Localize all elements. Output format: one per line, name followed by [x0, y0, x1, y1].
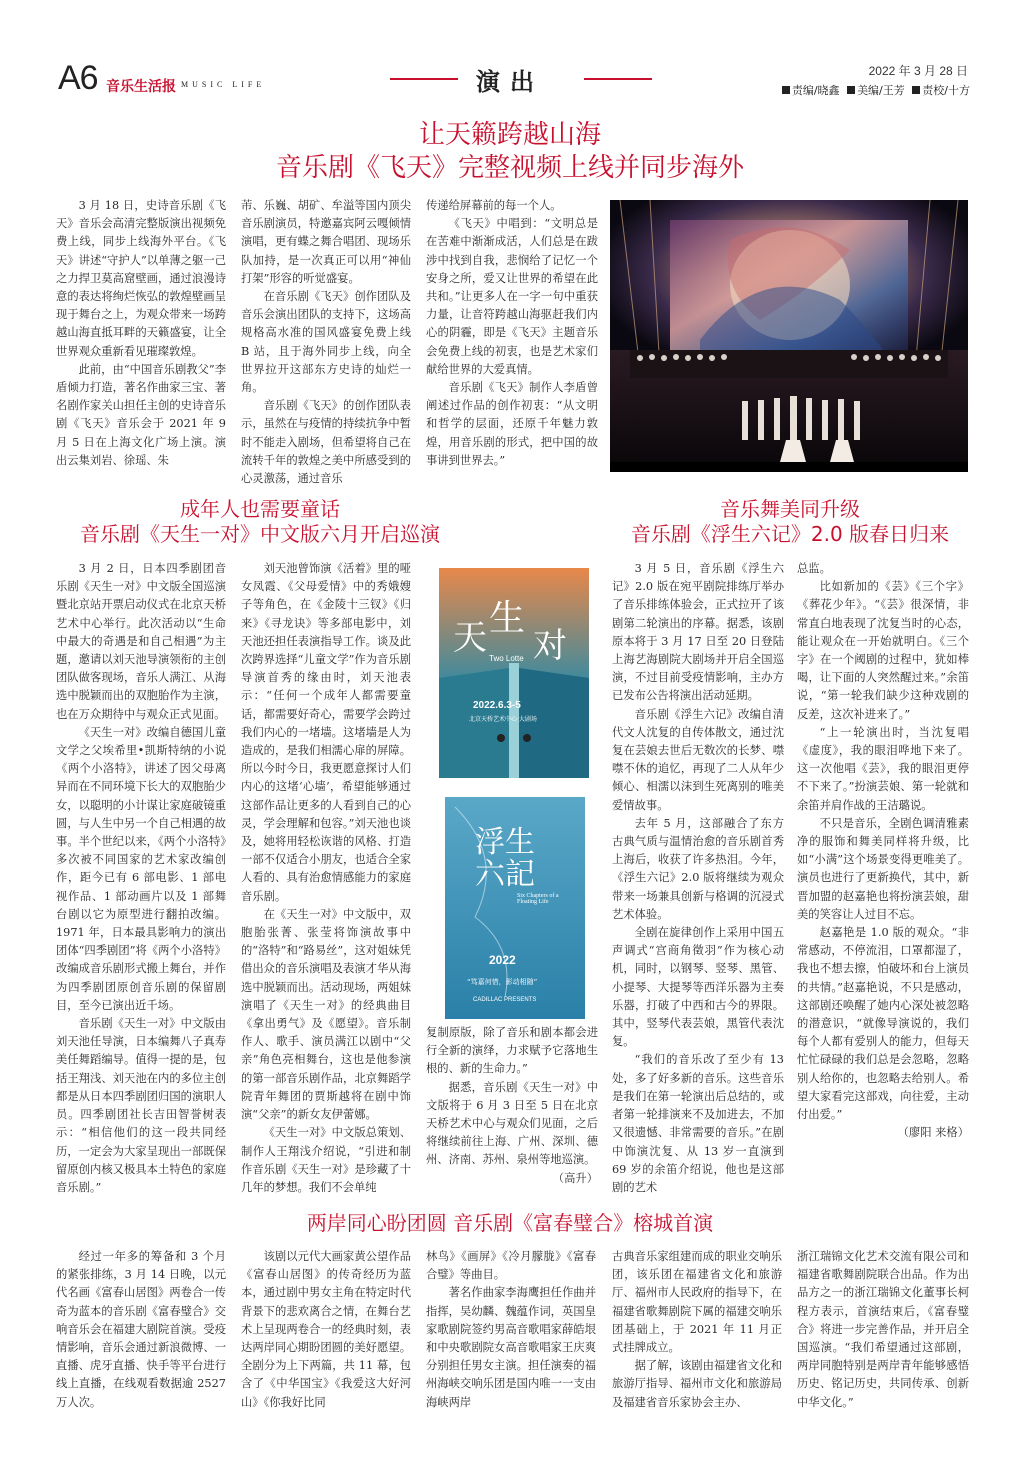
poster-subtitle: Two Lotte	[489, 654, 524, 663]
article4-column-3	[426, 1248, 596, 1428]
article1-column-3	[426, 197, 598, 477]
editor-credit: 责编/晓鑫	[791, 84, 840, 97]
poster-year: 2022	[489, 953, 516, 967]
article1-column-2	[241, 197, 411, 486]
paragraph: 《天生一对》中文版总策划、制作人王翔浅介绍说，“引进和制作音乐剧《天生一对》是珍藏了十几年的梦想。我们不会单纯	[241, 1126, 411, 1194]
article1-title-line2: 音乐剧《飞天》完整视频上线并同步海外	[275, 153, 744, 183]
concert-stage-image	[610, 200, 968, 472]
poster-dates: 2022.6.3-5	[473, 700, 521, 711]
paragraph: 全剧在旋律创作上采用中国五声调式“宫商角徵羽”作为核心动机，同时，以钢琴、竖琴、黑管、小提琴、大提琴等西洋乐器为主奏乐器，打破了中西和古今的界限。其中，竖琴代表芸娘，黑管代表沈复。	[612, 926, 784, 1049]
paragraph: 该剧以元代大画家黄公望作品《富春山居图》的传奇经历为蓝本，通过剧中男女主角在特定时代背景下的悲欢离合之情，在舞台艺术上呈现两卷合一的经典时刻，表达两岸同心期盼团圆的美好愿望。全剧分为上下两篇，共 11 幕，包含了《中华国宝》《我爱这大好河山》《你我好比同	[241, 1250, 411, 1409]
article2-title-line1: 成年人也需要童话	[180, 497, 340, 521]
paragraph: 芾、乐巍、胡矿、牟溢等国内顶尖音乐剧演员，特邀嘉宾阿云嘎倾情演唱，更有蝶之舞合唱团、现场乐队加持，是一次真正可以用“神仙打架”形容的听觉盛宴。	[241, 199, 411, 285]
paragraph: 林鸟》《画屏》《冷月朦胧》《富春合璧》等曲目。	[426, 1250, 596, 1282]
paragraph: 复制原版，除了音乐和剧本都会进行全新的演绎，力求赋予它落地生根的、新的生命力。”	[426, 1026, 598, 1076]
article1-column-1	[56, 197, 226, 477]
paragraph: 据悉，音乐剧《天生一对》中文版将于 6 月 3 日至 5 日在北京天桥艺术中心与观众们见面，之后将继续前往上海、广州、深圳、德州、济南、苏州、泉州等地巡演。	[426, 1080, 598, 1167]
editor-credits	[730, 82, 970, 98]
paper-name: 音乐生活报	[106, 79, 176, 95]
section-title: 演出	[476, 67, 544, 96]
editor-credit: 美编/王芳	[857, 84, 905, 97]
fusheng-liuji-poster	[445, 797, 585, 1019]
paragraph: 音乐剧《天生一对》中文版由刘天池任导演，日本编舞八子真寿美任舞蹈编导。值得一提的是，包括王翔浅、刘天池在内的多位主创都是从日本四季剧团归国的演职人员。四季剧团社长吉田智誉树表示：“相信他们的这一段共同经历，一定会为大家呈现出一部既保留原创内核又极具本土特色的家庭音乐剧。”	[56, 1017, 226, 1194]
paragraph: 刘天池曾饰演《活着》里的哑女凤霞、《父母爱情》中的秀娥嫂子等角色，在《金陵十三钗》《归来》《寻龙诀》等多部电影中，刘天池还担任表演指导工作。谈及此次跨界选择“儿童文学”作为音乐剧导演首秀的缘由时，刘天池表示：“任何一个成年人都需要童话，都需要好奇心，需要学会跨过我们内心的一堵墙。这堵墙是人为造成的，是我们相濡心扉的屏障。所以今时今日，我更愿意探讨人们内心的这堵‘心墙’，希望能够通过这部作品让更多的人看到自己的心灵，学会理解和包容。”刘天池也谈及，她将用轻松诙谐的风格、打造一部不仅适合小朋友，也适合全家人看的、具有治愈情感能力的家庭音乐剧。	[241, 562, 411, 903]
paragraph: 音乐剧《浮生六记》改编自清代文人沈复的自传体散文，通过沈复在芸娘去世后无数次的长梦、噤噤不休的追忆，再现了二人从年少倾心、相濡以沫到生死离别的唯美爱情故事。	[612, 707, 784, 812]
article3-title-line2: 音乐剧《浮生六记》2.0 版春日归来	[630, 522, 950, 546]
article1-title-line1: 让天籁跨越山海	[418, 120, 601, 150]
article2-column-2	[241, 560, 411, 1192]
poster-title-char: 天	[453, 618, 487, 658]
poster-tagline: “笃嘉何惜，影动相随”	[467, 978, 538, 986]
paragraph: 3 月 2 日，日本四季剧团音乐剧《天生一对》中文版全国巡演暨北京站开票启动仪式在北京天桥艺术中心举行。此次活动以“生命中最大的奇遇是和自己相遇”为主题，邀请以刘天池导演领衔的主创团队做客现场，音乐人满江、从海选中脱颖而出的双胞胎作为主演，也在万众期待中与观众正式见面。	[56, 562, 226, 721]
article4-column-2	[241, 1248, 411, 1428]
paragraph: 赵嘉艳是 1.0 版的观众。“非常感动，不停流泪，口罩都湿了，我也不想去擦，怕破坏和台上演员的共情。”赵嘉艳说，不只是感动，这部剧还唤醒了她内心深处被忽略的潜意识，“就像导演说的，我们每个人都有爱别人的能力，但每天忙忙碌碌的我们总是会忽略，忽略别人给你的，也忽略去给别人。希望大家看完这部戏，向往爱，主动付出爱。”	[797, 926, 969, 1122]
paper-name-en: MUSIC LIFE	[181, 80, 266, 89]
paragraph: 总监。	[797, 562, 831, 575]
paragraph: 在音乐剧《飞天》创作团队及音乐会演出团队的支持下，这场高规格高水准的国风盛宴免费上线 B 站，且于海外同步上线，向全世界拉开这部东方史诗的灿烂一角。	[241, 290, 411, 395]
article3-column-1	[612, 560, 784, 1192]
paragraph: 《天生一对》改编自德国儿童文学之父埃希里•凯斯特纳的小说《两个小洛特》，讲述了因父母离异而在不同环境下长大的双胞胎少女，以聪明的小计谋让家庭破镜重圆，与人生中另一个自己相遇的故事。半个世纪以来，《两个小洛特》多次被不同国家的艺术家改编创作，距今已有 6 部电影、1 部电视作品、1 部动画片以及 1 部舞台剧以它为原型进行翻拍改编。1971 年，日本最具影响力的演出团体“四季剧团”将《两个小洛特》改编成音乐剧形式搬上舞台，并作为四季剧团原创音乐剧的保留剧目，至今已演出近千场。	[56, 725, 226, 1012]
paragraph: 古典音乐家组建而成的职业交响乐团，该乐团在福建省文化和旅游厅、福州市人民政府的指导下，在福建省歌舞剧院下属的福建交响乐团基础上，于 2021 年 11 月正式挂牌成立。	[612, 1250, 782, 1355]
paragraph: 据了解，该剧由福建省文化和旅游厅指导、福州市文化和旅游局及福建省音乐家协会主办、	[612, 1359, 782, 1409]
paragraph: 音乐剧《飞天》的创作团队表示，虽然在与疫情的持续抗争中暂时不能走入剧场，但希望将自己在流转千年的敦煌之美中所感受到的心灵激荡，通过音乐	[241, 399, 411, 486]
paragraph: “上一轮演出时，当沈复唱《虚度》，我的眼泪哗地下来了。这一次他唱《芸》，我的眼泪更停不下来了。”扮演芸娘、第一轮就和余笛并肩作战的王洁璐说。	[797, 725, 969, 812]
article2-column-3	[426, 1024, 598, 1192]
paragraph: 此前，由“中国音乐剧教父”李盾倾力打造，著名作曲家三宝、著名剧作家关山担任主创的史诗音乐剧《飞天》音乐会于 2021 年 9 月 5 日在上海文化广场上演。演出云集刘岩、徐瑶、朱	[56, 362, 226, 467]
poster-title: 浮生六記	[475, 825, 535, 892]
paragraph: 著名作曲家李海鹰担任作曲并指挥，吴幼麟、魏蕴作词，英国皇家歌剧院签约男高音歌唱家薛皓垠和中央歌剧院女高音歌唱家王庆爽分别担任男女主演。担任演奏的福州海峡交响乐团是国内唯一一支由海峡两岸	[426, 1286, 596, 1409]
paragraph: 不只是音乐，全剧色调清雅素净的服饰和舞美同样将升级，比如“小满”这个场景变得更唯美了。演员也进行了更新换代，其中，新晋加盟的赵嘉艳也将扮演芸娘，甜美的笑容让人过目不忘。	[797, 816, 969, 921]
article4-column-5	[797, 1248, 969, 1428]
paragraph: 在《天生一对》中文版中，双胞胎张菁、张莹将饰演故事中的“洛特”和“路易丝”，这对姐妹凭借出众的音乐演唱及表演才华从海选中脱颖而出。活动现场，两姐妹演唱了《天生一对》的经典曲目《拿出勇气》及《愿望》。音乐制作人、歌手、演员满江以剧中“父亲”角色亮相舞台，这也是他参演的第一部音乐剧作品，北京舞蹈学院青年舞团的贾斯越将在剧中饰演“父亲”的新女友伊蕾娜。	[241, 907, 411, 1122]
article3-column-2	[797, 560, 969, 1192]
poster-title-char: 生	[489, 598, 526, 639]
paragraph: 经过一年多的筹备和 3 个月的紧张排练，3 月 14 日晚，以元代名画《富春山居图》两卷合一传奇为蓝本的音乐剧《富春璧合》交响音乐会在福建大剧院首演。受疫情影响，音乐会通过新浪微博、一直播、虎牙直播、快手等平台进行线上直播，在线观看数据逾 2527 万人次。	[56, 1250, 226, 1409]
poster-venue: 北京天桥艺术中心·大剧场	[469, 716, 537, 723]
paragraph: “我们的音乐改了至少有 13 处，多了好多新的音乐。这些音乐是我们在第一轮演出后总结的，或者第一轮排演来不及加进去，不加又很遗憾、非常需要的音乐。”在剧中饰演沈复、从 13 岁一直演到 69 岁的余笛介绍说，他也是这部剧的艺术	[612, 1053, 784, 1194]
paragraph: 比如新加的《芸》《三个字》《葬花少年》。“《芸》很深情，非常直白地表现了沈复当时的心态，能让观众在一开始就明白。《三个字》在一个阈剧的过程中，犹如棒喝，让下面的人突然醒过来。”余笛说，“第一轮我们缺少这种戏剧的反差，这次补进来了。”	[797, 580, 969, 721]
stage-photo	[610, 200, 968, 472]
editor-credit: 责校/十方	[922, 84, 970, 97]
paragraph: 音乐剧《飞天》制作人李盾曾阐述过作品的创作初衷：“从文明和哲学的层面，还原千年魅力敦煌，用音乐剧的形式，把中国的故事讲到世界去。”	[426, 381, 598, 467]
paragraph: 3 月 5 日，音乐剧《浮生六记》2.0 版在宛平剧院排练厅举办了音乐排练体验会，正式拉开了该剧第二轮演出的序幕。据悉，该剧原本将于 3 月 17 日至 20 日登陆上海艺海剧院大剧场并开启全国巡演，不过目前受疫情影响，主办方已发布公告将演出活动延期。	[612, 562, 784, 703]
page-number: A6	[58, 59, 98, 97]
poster-subtitle: Six Chapters of a Floating Life	[517, 893, 559, 905]
issue-date: 2022 年 3 月 28 日	[868, 64, 968, 78]
section-rule-right	[584, 78, 652, 80]
article4-column-4	[612, 1248, 782, 1428]
poster-title-char: 对	[533, 626, 567, 666]
article2-byline: （高升）	[552, 1171, 598, 1185]
article2-column-1	[56, 560, 226, 1192]
paragraph: 《飞天》中唱到：“文明总是在苦难中渐渐成活，人们总是在跋涉中找到自我，悲悯给了记忆一个安身之所，爱又让世界的希望在此共和。”让更多人在一字一句中重获力量，让音符跨越山海驱赶我们内心的阴霾，即是《飞天》主题音乐会免费上线的初衷，也是艺术家们献给世界的大爱真情。	[426, 217, 598, 376]
paragraph: 浙江瑞锦文化艺术交流有限公司和福建省歌舞剧院联合出品。作为出品方之一的浙江瑞锦文化董事长柯程方表示，首演结束后，《富春璧合》将进一步完善作品，并开启全国巡演。“我们希望通过这部剧，两岸同胞特别是两岸青年能够感悟历史、铭记历史，共同传承、创新中华文化。”	[797, 1250, 969, 1409]
poster-presenter: CADILLAC PRESENTS	[473, 997, 537, 1003]
article2-title-line2: 音乐剧《天生一对》中文版六月开启巡演	[80, 522, 440, 546]
paragraph: 3 月 18 日，史诗音乐剧《飞天》音乐会高清完整版演出视频免费上线，同步上线海外平台。《飞天》讲述“守护人”以单薄之躯一己之力捍卫莫高窟壁画，通过浪漫诗意的表达将绚烂恢弘的敦煌壁画呈现于舞台之上，为观众带来一场跨越山海直抵耳畔的天籁盛宴，让全世界观众重新看见璀璨敦煌。	[56, 199, 226, 358]
article4-column-1	[56, 1248, 226, 1428]
tiansheng-yidui-poster	[439, 568, 589, 778]
paragraph: 传递给屏幕前的每一个人。	[426, 199, 562, 212]
paragraph: 去年 5 月，这部融合了东方古典气质与温情治愈的音乐剧首秀上海后，收获了许多热泪。今年，《浮生六记》2.0 版将继续为观众带来一场兼具创新与格调的沉浸式艺术体验。	[612, 816, 784, 921]
article3-byline: （廖阳 来格）	[897, 1126, 969, 1140]
article3-title-line1: 音乐舞美同升级	[720, 497, 860, 521]
article4-title: 两岸同心盼团圆 音乐剧《富春璧合》榕城首演	[306, 1211, 714, 1235]
